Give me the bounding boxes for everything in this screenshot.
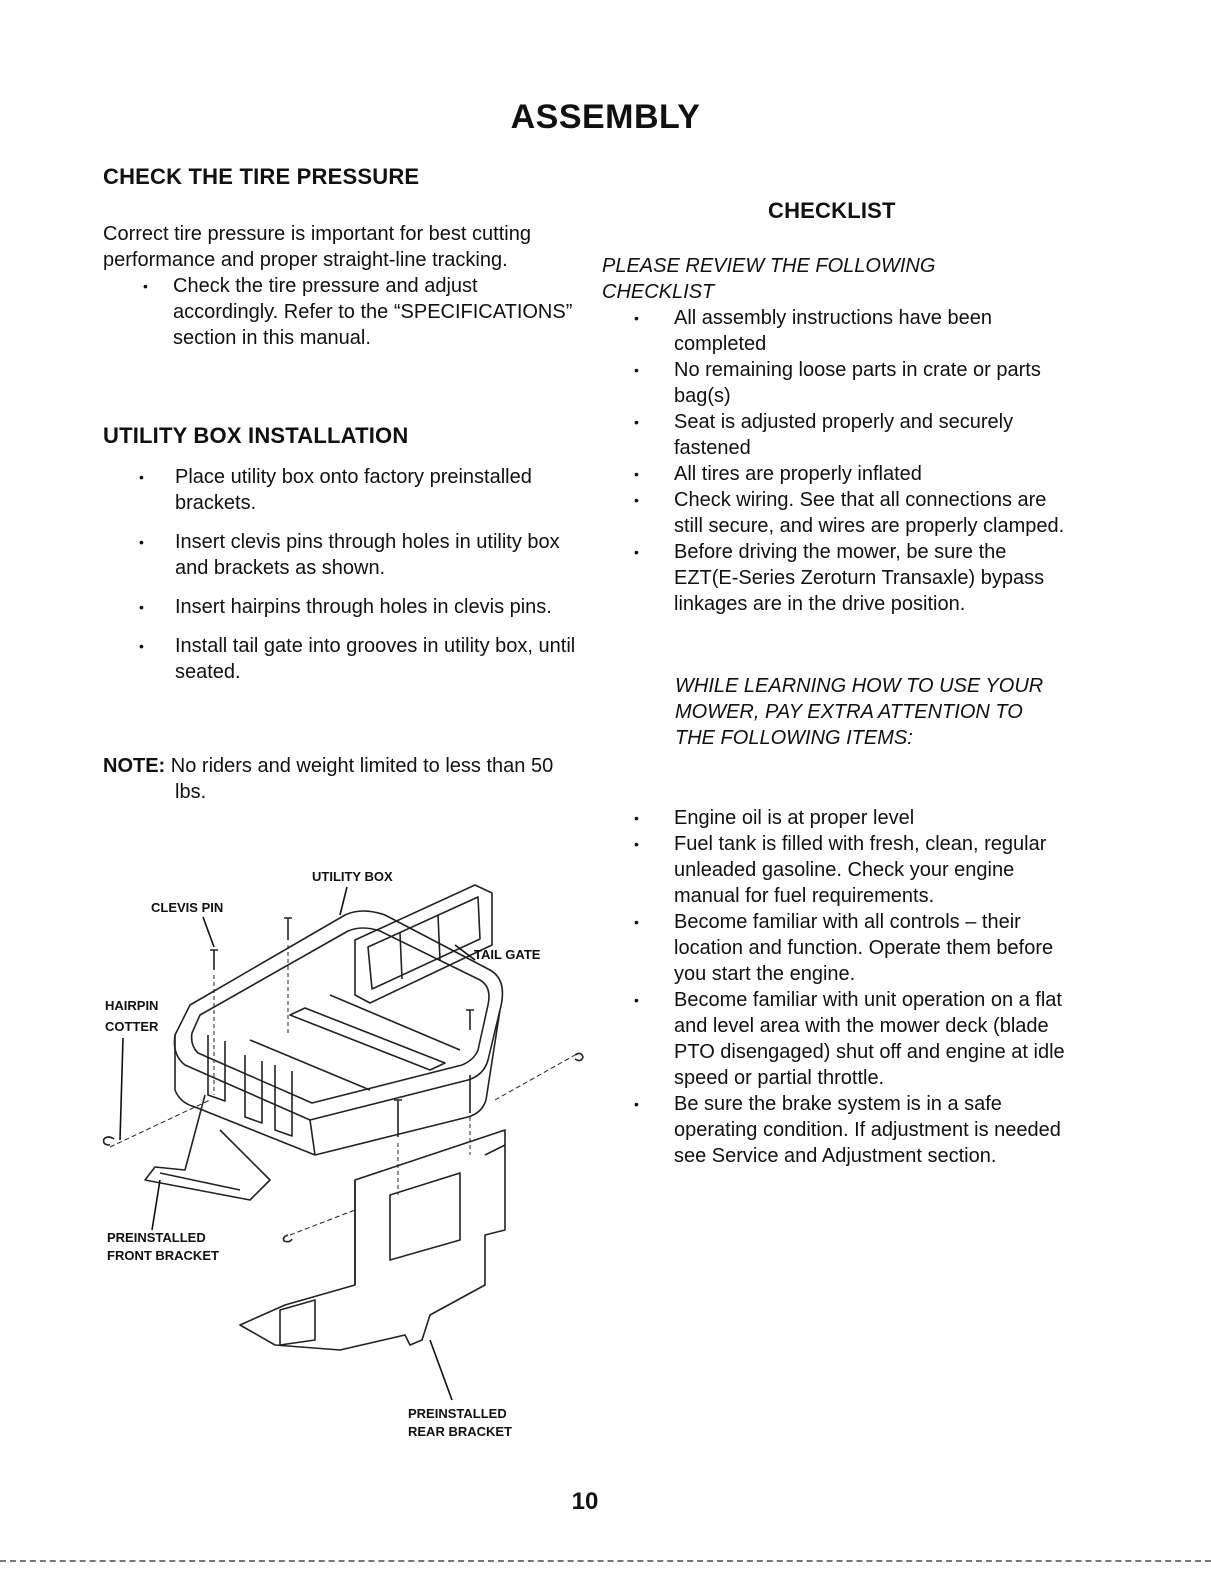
- list-item: • Check the tire pressure and adjust accordingly. Refer to the “SPECIFICATIONS” section in this manual.: [103, 273, 583, 351]
- list-item: • Fuel tank is filled with fresh, clean, regular unleaded gasoline. Check your engine manual for fuel requirements.: [602, 831, 1072, 909]
- tire-pressure-heading: CHECK THE TIRE PRESSURE: [103, 164, 420, 189]
- list-item: • All assembly instructions have been completed: [602, 305, 1072, 357]
- note-block: [103, 753, 573, 805]
- utility-box-bullets: [103, 464, 583, 685]
- list-item: • Engine oil is at proper level: [602, 805, 1072, 831]
- checklist-intro: [602, 253, 1002, 305]
- tail-gate-label: TAIL GATE: [474, 947, 541, 962]
- list-item: • Become familiar with all controls – their location and function. Operate them before you start the engine.: [602, 909, 1072, 987]
- page-number: 10: [571, 1488, 599, 1515]
- page-title: ASSEMBLY: [510, 98, 701, 136]
- utility-box-heading: UTILITY BOX INSTALLATION: [103, 423, 409, 448]
- clevis-pin-label: CLEVIS PIN: [151, 900, 224, 915]
- list-item: • Be sure the brake system is in a safe operating condition. If adjustment is needed see Service and Adjustment section.: [602, 1091, 1072, 1169]
- list-item: • Insert hairpins through holes in clevis pins.: [103, 594, 583, 620]
- front-bracket-label-line2: FRONT BRACKET: [107, 1248, 219, 1263]
- utility-box-section: [103, 464, 583, 685]
- note-label: NOTE:: [103, 755, 166, 777]
- list-item: • Check wiring. See that all connections are still secure, and wires are properly clamped.: [602, 487, 1072, 539]
- list-item: • Before driving the mower, be sure the EZT(E-Series Zeroturn Transaxle) bypass linkages are in the drive position.: [602, 539, 1072, 617]
- checklist-items: [602, 305, 1072, 617]
- list-item: • All tires are properly inflated: [602, 461, 1072, 487]
- hairpin-label-line2: COTTER: [105, 1019, 159, 1034]
- utility-box-label: UTILITY BOX: [312, 869, 393, 884]
- tire-pressure-intro: Correct tire pressure is important for best cutting performance and proper straight-line tracking.: [103, 223, 531, 271]
- learning-section: [602, 805, 1072, 1169]
- list-item: • Install tail gate into grooves in utility box, until seated.: [103, 633, 583, 685]
- hairpin-label-line1: HAIRPIN: [105, 998, 159, 1013]
- list-item: • Become familiar with unit operation on a flat and level area with the mower deck (blade PTO disengaged) shut off and engine at idle speed or partial throttle.: [602, 987, 1072, 1091]
- list-item: • Seat is adjusted properly and securely fastened: [602, 409, 1072, 461]
- page-bottom-border: [0, 1560, 1211, 1562]
- list-item: • Insert clevis pins through holes in utility box and brackets as shown.: [103, 529, 583, 581]
- list-item: • Place utility box onto factory preinstalled brackets.: [103, 464, 583, 516]
- front-bracket-label-line1: PREINSTALLED: [107, 1230, 206, 1245]
- checklist-intro-text: PLEASE REVIEW THE FOLLOWING CHECKLIST: [602, 255, 936, 303]
- learning-intro: WHILE LEARNING HOW TO USE YOUR MOWER, PAY EXTRA ATTENTION TO THE FOLLOWING ITEMS:: [675, 675, 1044, 749]
- utility-box-diagram: [100, 855, 600, 1445]
- diagram-leader-lines: [120, 887, 475, 1400]
- list-item: • No remaining loose parts in crate or parts bag(s): [602, 357, 1072, 409]
- checklist-heading: CHECKLIST: [768, 198, 896, 223]
- rear-bracket-label-line2: REAR BRACKET: [408, 1424, 512, 1439]
- note-text: No riders and weight limited to less than 50 lbs.: [170, 755, 554, 803]
- tire-pressure-section: [103, 221, 583, 351]
- checklist-section: [602, 305, 1072, 617]
- tire-pressure-bullets: [103, 273, 583, 351]
- learning-items: [602, 805, 1072, 1169]
- rear-bracket-label-line1: PREINSTALLED: [408, 1406, 507, 1421]
